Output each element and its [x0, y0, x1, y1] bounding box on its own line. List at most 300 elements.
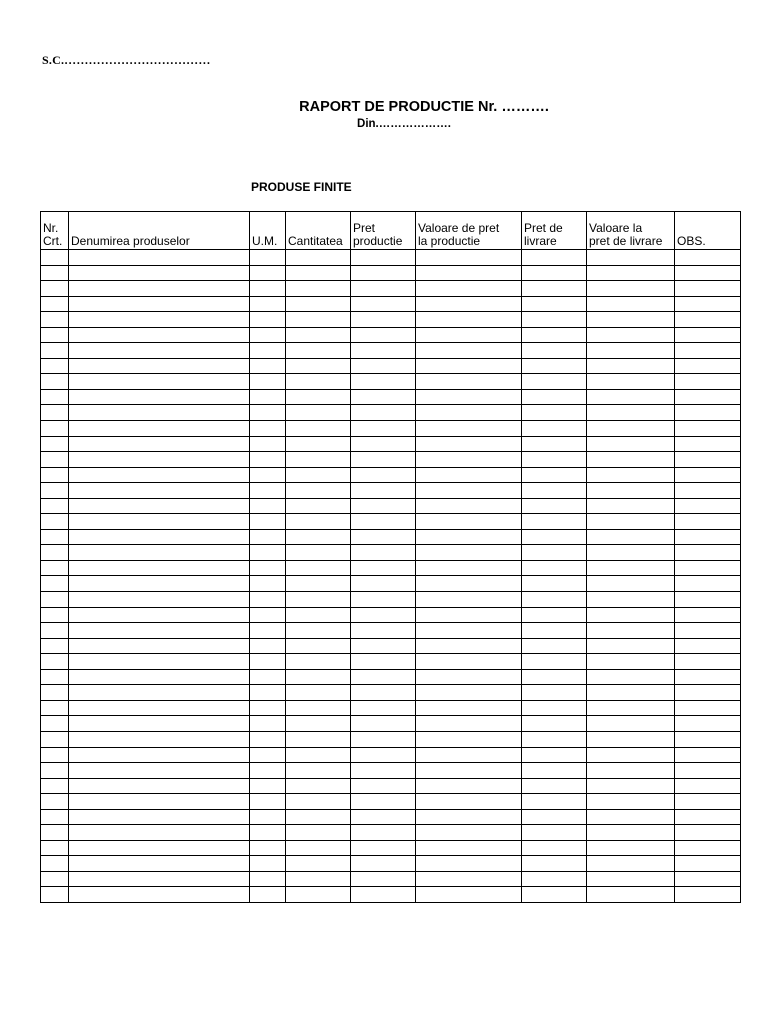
table-cell	[286, 452, 351, 468]
table-cell	[250, 358, 286, 374]
table-cell	[41, 436, 69, 452]
table-cell	[41, 389, 69, 405]
table-cell	[250, 343, 286, 359]
table-row	[41, 250, 741, 266]
table-cell	[286, 498, 351, 514]
table-cell	[351, 638, 416, 654]
table-cell	[587, 825, 675, 841]
table-row	[41, 483, 741, 499]
table-cell	[675, 343, 741, 359]
table-cell	[41, 343, 69, 359]
table-cell	[286, 343, 351, 359]
table-cell	[250, 296, 286, 312]
table-cell	[250, 887, 286, 903]
table-cell	[416, 654, 522, 670]
table-cell	[522, 374, 587, 390]
table-cell	[416, 576, 522, 592]
table-cell	[351, 560, 416, 576]
table-cell	[286, 265, 351, 281]
table-cell	[41, 281, 69, 297]
table-cell	[69, 405, 250, 421]
table-cell	[587, 871, 675, 887]
table-cell	[416, 467, 522, 483]
table-cell	[250, 374, 286, 390]
table-cell	[416, 716, 522, 732]
table-cell	[41, 856, 69, 872]
table-cell	[587, 607, 675, 623]
table-cell	[69, 467, 250, 483]
table-cell	[41, 716, 69, 732]
table-row	[41, 871, 741, 887]
table-cell	[522, 281, 587, 297]
products-table	[40, 211, 741, 903]
table-cell	[675, 498, 741, 514]
table-cell	[351, 452, 416, 468]
table-cell	[675, 514, 741, 530]
table-cell	[522, 887, 587, 903]
table-cell	[250, 623, 286, 639]
table-cell	[522, 669, 587, 685]
table-body	[41, 250, 741, 903]
table-cell	[69, 654, 250, 670]
table-cell	[69, 731, 250, 747]
table-cell	[587, 794, 675, 810]
table-cell	[286, 747, 351, 763]
table-cell	[587, 700, 675, 716]
table-cell	[416, 529, 522, 545]
table-cell	[41, 763, 69, 779]
table-cell	[351, 265, 416, 281]
table-cell	[416, 887, 522, 903]
table-cell	[69, 281, 250, 297]
table-cell	[522, 763, 587, 779]
table-cell	[522, 358, 587, 374]
table-row	[41, 638, 741, 654]
table-cell	[675, 840, 741, 856]
table-cell	[250, 669, 286, 685]
table-cell	[41, 545, 69, 561]
table-cell	[587, 498, 675, 514]
table-cell	[69, 296, 250, 312]
table-cell	[587, 374, 675, 390]
table-cell	[286, 374, 351, 390]
table-cell	[675, 669, 741, 685]
table-cell	[587, 420, 675, 436]
table-cell	[416, 731, 522, 747]
table-cell	[416, 250, 522, 266]
table-cell	[351, 389, 416, 405]
table-cell	[69, 529, 250, 545]
table-cell	[41, 685, 69, 701]
table-row	[41, 576, 741, 592]
table-cell	[675, 389, 741, 405]
table-cell	[69, 887, 250, 903]
table-cell	[351, 856, 416, 872]
table-cell	[522, 654, 587, 670]
report-date-line: Din.……………….	[357, 118, 451, 130]
table-cell	[41, 312, 69, 328]
table-cell	[250, 483, 286, 499]
table-cell	[41, 623, 69, 639]
table-cell	[351, 498, 416, 514]
table-cell	[522, 716, 587, 732]
table-cell	[522, 685, 587, 701]
table-cell	[69, 514, 250, 530]
table-cell	[41, 405, 69, 421]
table-cell	[250, 716, 286, 732]
table-cell	[250, 498, 286, 514]
table-cell	[416, 685, 522, 701]
table-cell	[522, 560, 587, 576]
table-cell	[351, 685, 416, 701]
table-cell	[416, 700, 522, 716]
table-cell	[675, 436, 741, 452]
table-cell	[416, 514, 522, 530]
table-row	[41, 700, 741, 716]
table-cell	[675, 763, 741, 779]
table-cell	[69, 576, 250, 592]
table-cell	[587, 327, 675, 343]
table-cell	[41, 871, 69, 887]
table-cell	[587, 887, 675, 903]
table-cell	[522, 638, 587, 654]
table-cell	[351, 825, 416, 841]
table-cell	[522, 327, 587, 343]
table-cell	[351, 545, 416, 561]
table-cell	[675, 467, 741, 483]
table-cell	[416, 405, 522, 421]
table-cell	[69, 856, 250, 872]
table-row	[41, 794, 741, 810]
table-cell	[41, 747, 69, 763]
table-row	[41, 405, 741, 421]
table-row	[41, 529, 741, 545]
table-row	[41, 669, 741, 685]
table-cell	[351, 576, 416, 592]
table-cell	[416, 420, 522, 436]
table-cell	[675, 250, 741, 266]
table-cell	[351, 669, 416, 685]
table-cell	[416, 436, 522, 452]
table-cell	[416, 452, 522, 468]
table-cell	[587, 747, 675, 763]
table-cell	[522, 794, 587, 810]
table-cell	[675, 856, 741, 872]
table-cell	[416, 669, 522, 685]
table-cell	[41, 529, 69, 545]
table-cell	[286, 467, 351, 483]
table-cell	[351, 483, 416, 499]
table-cell	[522, 607, 587, 623]
table-cell	[41, 887, 69, 903]
table-cell	[250, 794, 286, 810]
table-cell	[286, 794, 351, 810]
table-cell	[416, 281, 522, 297]
table-cell	[587, 514, 675, 530]
table-cell	[41, 731, 69, 747]
table-cell	[250, 840, 286, 856]
table-cell	[522, 265, 587, 281]
table-cell	[522, 809, 587, 825]
table-cell	[675, 700, 741, 716]
table-cell	[41, 638, 69, 654]
table-cell	[351, 716, 416, 732]
table-cell	[41, 327, 69, 343]
table-cell	[416, 778, 522, 794]
table-cell	[286, 638, 351, 654]
table-cell	[675, 638, 741, 654]
table-cell	[351, 281, 416, 297]
table-cell	[675, 265, 741, 281]
table-cell	[286, 405, 351, 421]
table-row	[41, 887, 741, 903]
table-cell	[675, 794, 741, 810]
table-row	[41, 436, 741, 452]
table-cell	[41, 296, 69, 312]
table-cell	[522, 871, 587, 887]
table-cell	[675, 809, 741, 825]
table-cell	[286, 825, 351, 841]
table-cell	[675, 747, 741, 763]
table-cell	[351, 794, 416, 810]
table-row	[41, 592, 741, 608]
table-cell	[41, 452, 69, 468]
col-header-obs: OBS.	[675, 212, 741, 250]
table-row	[41, 498, 741, 514]
table-cell	[351, 374, 416, 390]
table-cell	[587, 685, 675, 701]
table-row	[41, 389, 741, 405]
table-cell	[416, 623, 522, 639]
table-cell	[250, 607, 286, 623]
table-cell	[286, 669, 351, 685]
table-cell	[675, 545, 741, 561]
table-cell	[416, 545, 522, 561]
table-cell	[69, 763, 250, 779]
table-cell	[286, 809, 351, 825]
table-cell	[351, 529, 416, 545]
table-cell	[286, 623, 351, 639]
table-row	[41, 374, 741, 390]
table-cell	[416, 265, 522, 281]
table-cell	[41, 498, 69, 514]
table-cell	[522, 296, 587, 312]
table-cell	[351, 436, 416, 452]
table-cell	[69, 436, 250, 452]
table-cell	[250, 560, 286, 576]
table-cell	[522, 405, 587, 421]
table-row	[41, 358, 741, 374]
table-row	[41, 467, 741, 483]
table-cell	[69, 592, 250, 608]
table-cell	[69, 327, 250, 343]
table-cell	[587, 483, 675, 499]
table-cell	[69, 265, 250, 281]
table-cell	[522, 545, 587, 561]
table-cell	[286, 576, 351, 592]
table-cell	[416, 763, 522, 779]
table-cell	[250, 763, 286, 779]
table-cell	[250, 685, 286, 701]
table-cell	[41, 358, 69, 374]
table-cell	[286, 731, 351, 747]
table-cell	[587, 529, 675, 545]
table-cell	[41, 592, 69, 608]
table-cell	[416, 358, 522, 374]
table-cell	[69, 778, 250, 794]
table-row	[41, 747, 741, 763]
table-cell	[416, 809, 522, 825]
table-cell	[416, 871, 522, 887]
table-cell	[675, 592, 741, 608]
table-cell	[522, 529, 587, 545]
table-cell	[351, 312, 416, 328]
table-cell	[416, 498, 522, 514]
table-cell	[675, 560, 741, 576]
table-cell	[286, 654, 351, 670]
table-cell	[675, 374, 741, 390]
table-cell	[286, 296, 351, 312]
table-cell	[351, 747, 416, 763]
table-cell	[416, 560, 522, 576]
table-cell	[351, 887, 416, 903]
table-cell	[587, 296, 675, 312]
table-row	[41, 560, 741, 576]
table-row	[41, 840, 741, 856]
table-cell	[250, 265, 286, 281]
table-cell	[69, 685, 250, 701]
table-cell	[351, 592, 416, 608]
section-title: PRODUSE FINITE	[251, 180, 352, 194]
table-row	[41, 296, 741, 312]
table-cell	[69, 871, 250, 887]
table-cell	[587, 265, 675, 281]
table-cell	[522, 592, 587, 608]
table-cell	[587, 669, 675, 685]
table-cell	[286, 871, 351, 887]
table-cell	[587, 654, 675, 670]
table-cell	[69, 700, 250, 716]
table-row	[41, 420, 741, 436]
table-cell	[286, 358, 351, 374]
table-cell	[69, 498, 250, 514]
col-header-nr-crt: Nr. Crt.	[41, 212, 69, 250]
table-cell	[675, 405, 741, 421]
table-cell	[675, 871, 741, 887]
table-cell	[587, 312, 675, 328]
table-cell	[286, 250, 351, 266]
table-cell	[587, 343, 675, 359]
table-cell	[69, 607, 250, 623]
table-row	[41, 545, 741, 561]
table-cell	[351, 700, 416, 716]
table-cell	[522, 250, 587, 266]
report-title-prefix: RAPORT DE PRODUCTIE Nr.	[299, 99, 498, 115]
table-cell	[250, 731, 286, 747]
table-cell	[587, 358, 675, 374]
table-cell	[675, 420, 741, 436]
table-cell	[286, 607, 351, 623]
table-cell	[675, 778, 741, 794]
col-header-delivery-price: Pret de livrare	[522, 212, 587, 250]
table-cell	[587, 778, 675, 794]
table-cell	[587, 405, 675, 421]
table-cell	[351, 467, 416, 483]
table-cell	[675, 358, 741, 374]
table-row	[41, 654, 741, 670]
table-cell	[587, 638, 675, 654]
table-cell	[250, 871, 286, 887]
table-cell	[522, 700, 587, 716]
table-cell	[41, 467, 69, 483]
table-cell	[416, 747, 522, 763]
table-cell	[69, 374, 250, 390]
table-cell	[69, 825, 250, 841]
table-cell	[675, 654, 741, 670]
table-cell	[675, 281, 741, 297]
table-cell	[351, 420, 416, 436]
table-cell	[41, 265, 69, 281]
table-cell	[351, 405, 416, 421]
table-cell	[250, 281, 286, 297]
table-cell	[41, 514, 69, 530]
table-cell	[675, 327, 741, 343]
table-cell	[587, 560, 675, 576]
table-cell	[41, 700, 69, 716]
table-cell	[286, 420, 351, 436]
table-cell	[522, 778, 587, 794]
table-cell	[286, 312, 351, 328]
table-cell	[69, 747, 250, 763]
table-cell	[351, 358, 416, 374]
table-cell	[286, 281, 351, 297]
table-cell	[675, 623, 741, 639]
table-cell	[41, 420, 69, 436]
table-row	[41, 825, 741, 841]
table-cell	[675, 483, 741, 499]
table-cell	[250, 576, 286, 592]
table-cell	[69, 420, 250, 436]
table-cell	[675, 716, 741, 732]
table-cell	[250, 700, 286, 716]
table-cell	[522, 452, 587, 468]
table-cell	[69, 794, 250, 810]
table-cell	[522, 483, 587, 499]
table-cell	[587, 809, 675, 825]
table-cell	[250, 545, 286, 561]
table-cell	[286, 685, 351, 701]
table-cell	[250, 389, 286, 405]
report-number-placeholder: ……….	[497, 99, 549, 115]
table-cell	[41, 778, 69, 794]
table-cell	[522, 840, 587, 856]
table-cell	[675, 452, 741, 468]
table-row	[41, 281, 741, 297]
col-header-quantity: Cantitatea	[286, 212, 351, 250]
table-row	[41, 312, 741, 328]
table-cell	[587, 452, 675, 468]
table-cell	[522, 498, 587, 514]
table-cell	[522, 576, 587, 592]
table-cell	[351, 607, 416, 623]
table-cell	[250, 250, 286, 266]
table-cell	[675, 296, 741, 312]
table-cell	[587, 281, 675, 297]
table-cell	[41, 374, 69, 390]
col-header-delivery-value: Valoare la pret de livrare	[587, 212, 675, 250]
table-cell	[41, 576, 69, 592]
table-cell	[351, 840, 416, 856]
